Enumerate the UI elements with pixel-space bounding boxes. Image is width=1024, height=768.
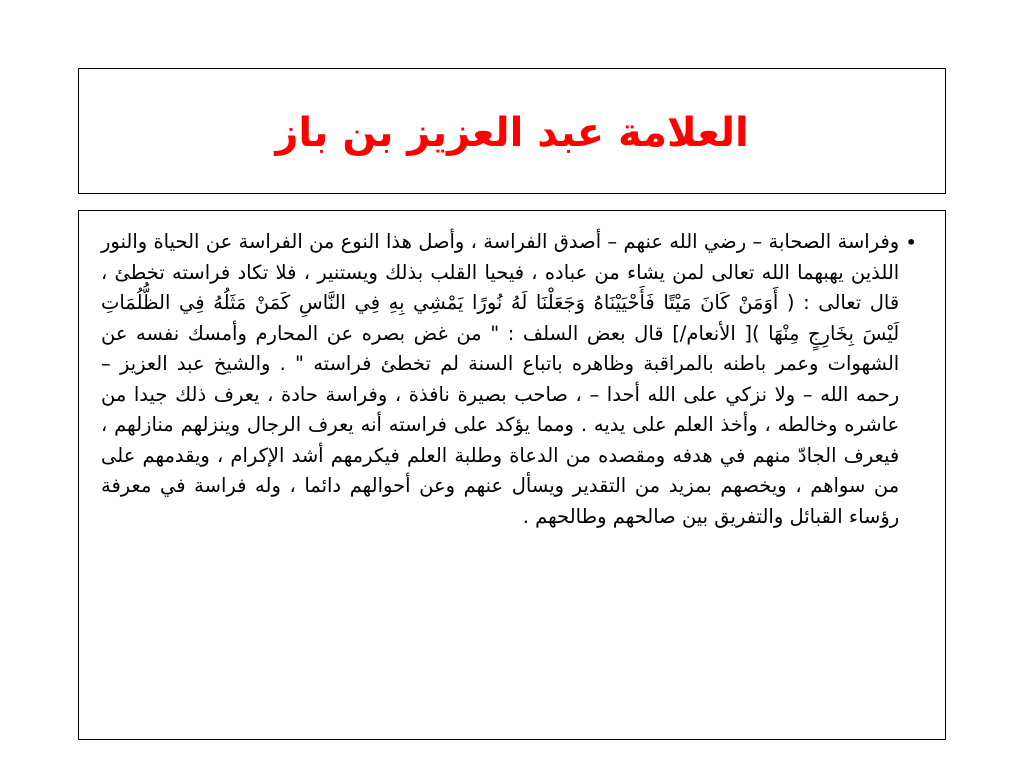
bullet-item — [101, 227, 917, 532]
slide-title: العلامة عبد العزيز بن باز — [275, 110, 749, 156]
bullet-icon: • — [905, 230, 917, 254]
content-frame — [78, 210, 946, 740]
body-paragraph: وفراسة الصحابة – رضي الله عنهم – أصدق الفراسة ، وأصل هذا النوع من الفراسة عن الحياة والنور اللذين يهبهما الله تعالى لمن يشاء من عباده ، فيحيا القلب بذلك ويستنير ، فلا تكاد فراسته تخطئ ، قال تعالى : ( أَوَمَنْ كَانَ مَيْتًا فَأَحْيَيْنَاهُ وَجَعَلْنَا لَهُ نُورًا يَمْشِي بِهِ فِي النَّاسِ كَمَنْ مَثَلُهُ فِي الظُّلُمَاتِ لَيْسَ بِخَارِجٍ مِنْهَا )[ الأنعام/] قال بعض السلف : " من غض بصره عن المحارم وأمسك نفسه عن الشهوات وعمر باطنه بالمراقبة وظاهره باتباع السنة لم تخطئ فراسته " . والشيخ عبد العزيز – رحمه الله – ولا نزكي على الله أحدا – ، صاحب بصيرة نافذة ، وفراسة حادة ، يعرف ذلك جيدا من عاشره وخالطه ، وأخذ العلم على يديه . ومما يؤكد على فراسته أنه يعرف الرجال وينزلهم منازلهم ، فيعرف الجادّ منهم في هدفه ومقصده من الدعاة وطلبة العلم فيكرمهم أشد الإكرام ، ويقدمهم على من سواهم ، ويخصهم بمزيد من التقدير ويسأل عنهم وعن أحوالهم دائما ، وله فراسة في معرفة رؤساء القبائل والتفريق بين صالحهم وطالحهم . — [101, 230, 900, 528]
title-frame — [78, 68, 946, 194]
